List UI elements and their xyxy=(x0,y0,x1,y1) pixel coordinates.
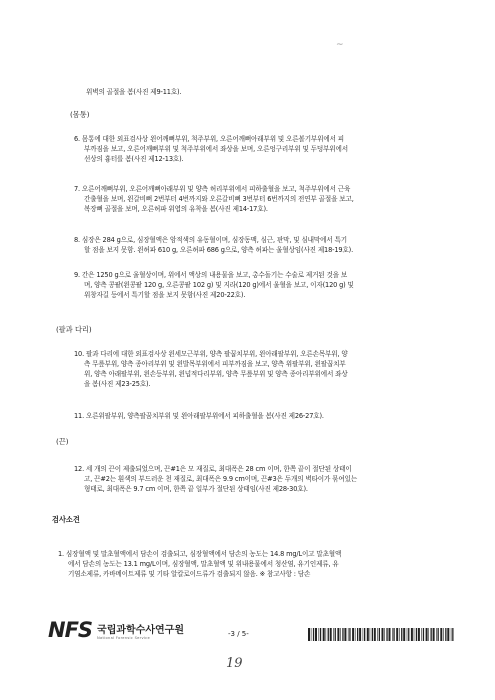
text-line: 6. 몸통에 대한 외표검사상 왼어깨뼈부위, 척주부위, 오른어깨뼈아래부위 및 오른볼기부위에서 피 xyxy=(74,135,344,143)
corner-mark: ~ xyxy=(336,40,344,50)
barcode-bar xyxy=(372,628,373,641)
barcode-bar xyxy=(337,628,339,641)
barcode-image xyxy=(308,628,454,641)
section-heading: (몸통) xyxy=(70,110,90,119)
barcode-bar xyxy=(330,628,332,641)
text-line: 12. 세 개의 끈이 제출되었으며, 끈#1은 모 재질로, 최대폭은 28 cm 이며, 한쪽 끝이 절단된 상태이 xyxy=(74,465,352,473)
barcode-bar xyxy=(355,628,356,641)
text-line: 기염소제류, 카바메이트제류 및 기타 알칼로이드류가 검출되지 않음. ※ 참고사항 : 담손 xyxy=(68,570,311,578)
barcode-bar xyxy=(396,628,398,641)
barcode-bar xyxy=(414,628,415,641)
barcode-bar xyxy=(320,628,321,641)
barcode-bar xyxy=(408,628,409,641)
text-line: 할 점을 보지 못함. 왼허파 610 g, 오른허파 686 g으로, 양측 허파는 울혈상임(사진 제18-19호). xyxy=(84,246,354,254)
barcode-bar xyxy=(452,628,453,641)
org-english-name: National Forensic Service xyxy=(97,635,150,640)
barcode-bar xyxy=(348,628,349,641)
text-line: 형태로, 최대폭은 9.7 cm 이며, 한쪽 끝 일부가 절단된 상태임(사진 제28-30호). xyxy=(84,485,308,493)
barcode-bar xyxy=(326,628,327,641)
barcode-bar xyxy=(352,628,354,641)
barcode-bar xyxy=(433,628,435,641)
barcode-bar xyxy=(393,628,394,641)
barcode-bar xyxy=(436,628,437,641)
text-line: 며, 양측 콩팥(왼콩팥 120 g, 오른콩팥 102 g) 및 지라(120 g)에서 울혈을 보고, 이자(120 g) 및 xyxy=(84,281,354,289)
barcode-bar xyxy=(389,628,391,641)
barcode-bar xyxy=(340,628,341,641)
barcode-bar xyxy=(451,628,452,641)
handwritten-page-number: 19 xyxy=(226,656,243,671)
text-line: 부까짐을 보고, 오른어깨뼈부위 및 척주부위에서 좌상을 보며, 오른엉구리부위 및 두덩부위에서 xyxy=(84,145,348,153)
text-line: 1. 심장혈액 및 말초혈액에서 담손이 검출되고, 심장혈액에서 담손의 농도는 14.8 mg/L이고 말초혈액 xyxy=(58,550,342,558)
barcode-bar xyxy=(382,628,384,641)
barcode-bar xyxy=(421,628,422,641)
section-heading: 검사소견 xyxy=(52,515,80,524)
barcode-bar xyxy=(384,628,385,641)
text-line: 측 무릎부위, 양측 종아리부위 및 왼발목부위에서 피부까짐을 보고, 양측 위팔부위, 왼팔꿉치부 xyxy=(84,360,346,368)
text-line: 을 봄(사진 제23-25호). xyxy=(84,380,151,388)
barcode-bar xyxy=(370,628,371,641)
barcode-bar xyxy=(374,628,376,641)
barcode-bar xyxy=(323,628,325,641)
section-heading: (끈) xyxy=(56,437,69,446)
barcode-bar xyxy=(379,628,380,641)
org-name: 국립과학수사연구원 xyxy=(97,624,184,636)
barcode-bar xyxy=(407,628,408,641)
text-line: 10. 팔과 다리에 대한 외표검사상 왼세모근부위, 양측 팔꿉치부위, 왼아래팔부위, 오른손목부위, 양 xyxy=(74,350,348,358)
barcode-bar xyxy=(428,628,429,641)
barcode-bar xyxy=(386,628,387,641)
text-line: 에서 담손의 농도는 13.1 mg/L이며, 심장혈액, 말초혈액 및 위내용물에서 청산염, 유기인제류, 유 xyxy=(68,560,339,568)
text-line: 위창자길 등에서 특기할 점을 보지 못함(사진 제20-22호). xyxy=(84,291,246,299)
text-line: 8. 심장은 284 g으로, 심장혈액은 암적색의 유동혈이며, 심장동맥, 심근, 판막, 및 심내막에서 특기 xyxy=(74,236,347,244)
nfs-logo xyxy=(48,618,184,642)
barcode-bar xyxy=(431,628,432,641)
barcode-bar xyxy=(344,628,346,641)
barcode-bar xyxy=(359,628,361,641)
barcode-bar xyxy=(416,628,417,641)
barcode-bar xyxy=(392,628,393,641)
text-line: 고, 끈#2는 흰색의 부드러운 천 재질로, 최대폭은 9.9 cm이며, 끈#3은 두개의 벽타이가 묶여있는 xyxy=(84,475,358,483)
barcode-bar xyxy=(426,628,428,641)
text-line: 7. 오른어깨뼈부위, 오른어깨뼈아래부위 및 양측 허리부위에서 피하출혈을 보고, 척주부위에서 근육 xyxy=(74,185,351,193)
barcode-bar xyxy=(401,628,402,641)
barcode-bar xyxy=(399,628,400,641)
barcode-bar xyxy=(313,628,314,641)
barcode-bar xyxy=(357,628,358,641)
barcode-bar xyxy=(308,628,310,641)
barcode-bar xyxy=(403,628,405,641)
barcode-bar xyxy=(445,628,446,641)
barcode-bar xyxy=(440,628,442,641)
page-number: -3 / 5- xyxy=(228,630,249,638)
barcode-bar xyxy=(447,628,449,641)
barcode-bar xyxy=(315,628,317,641)
text-line: 위벽의 골절을 봄(사진 제9-11호). xyxy=(86,88,182,96)
text-line: 선상의 흉터를 봄(사진 제12-13호). xyxy=(84,155,184,163)
barcode-bar xyxy=(335,628,336,641)
section-heading: (팔과 다리) xyxy=(56,325,92,334)
text-line: 간출혈을 보며, 왼갈비뼈 2번부터 4번까지와 오른갈비뼈 3번부터 6번까지의 전연부 골절을 보고, xyxy=(84,195,354,203)
org-block xyxy=(97,621,184,640)
barcode-bar xyxy=(349,628,350,641)
logo-mark: NFS xyxy=(48,618,93,642)
text-line: 11. 오른위팔부위, 양측팔꿈치부위 및 왼아래팔부위에서 피하출혈을 봄(사진 제26-27호). xyxy=(74,412,324,420)
barcode-bar xyxy=(418,628,420,641)
text-line: 위, 양측 아래팔부위, 왼손등부위, 왼넙적다리부위, 양측 무릎부위 및 양측 종아리부위에서 좌상 xyxy=(84,370,348,378)
barcode-bar xyxy=(367,628,369,641)
barcode-bar xyxy=(333,628,334,641)
text-line: 복장뼈 골절을 보며, 오른허파 위엽의 유착을 봄(사진 제14-17호). xyxy=(84,205,268,213)
barcode-bar xyxy=(342,628,343,641)
barcode-bar xyxy=(377,628,378,641)
barcode-bar xyxy=(438,628,439,641)
barcode-bar xyxy=(364,628,365,641)
barcode-bar xyxy=(411,628,413,641)
barcode-bar xyxy=(363,628,364,641)
barcode-bar xyxy=(319,628,320,641)
barcode-bar xyxy=(328,628,329,641)
barcode-bar xyxy=(423,628,424,641)
barcode-bar xyxy=(443,628,444,641)
text-line: 9. 간은 1250 g으로 울혈상이며, 위에서 액상의 내용물을 보고, 총수돌기는 수술로 제거된 것을 보 xyxy=(74,271,348,279)
barcode-bar xyxy=(311,628,312,641)
